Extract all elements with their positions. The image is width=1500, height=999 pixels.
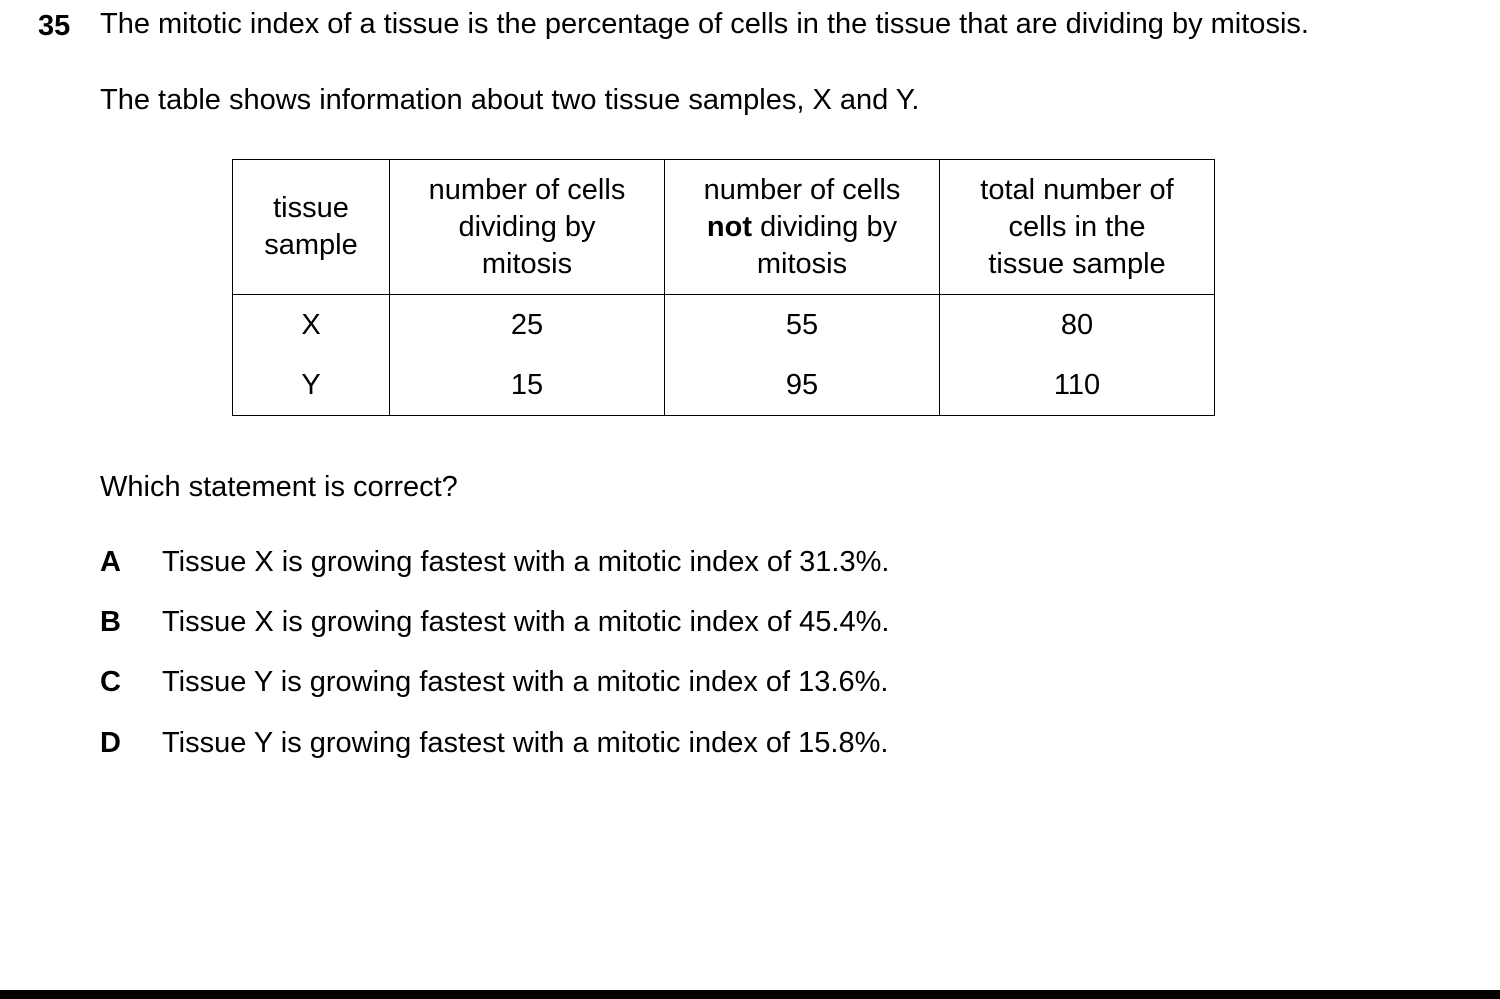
header-not-dividing — [665, 160, 940, 295]
header-dividing — [390, 160, 665, 295]
header-line: tissue — [273, 192, 349, 224]
option-b[interactable] — [100, 606, 889, 639]
table-intro: The table shows information about two tissue samples, X and Y. — [100, 84, 920, 116]
option-text: Tissue Y is growing fastest with a mitotic index of 13.6%. — [162, 666, 889, 698]
header-emphasis-not: not — [706, 210, 752, 243]
option-text: Tissue X is growing fastest with a mitotic index of 31.3%. — [162, 546, 890, 578]
cell-total: 80 — [940, 295, 1215, 356]
header-line: mitosis — [481, 247, 573, 280]
option-letter: A — [100, 546, 121, 578]
option-text: Tissue X is growing fastest with a mitotic index of 45.4%. — [162, 606, 890, 638]
header-line: number of cells — [703, 173, 901, 206]
header-line: number of cells — [428, 173, 626, 206]
option-text: Tissue Y is growing fastest with a mitotic index of 15.8%. — [162, 727, 889, 759]
header-line: dividing by — [760, 210, 898, 243]
header-line: tissue sample — [988, 247, 1166, 280]
cell-sample: X — [233, 295, 390, 356]
header-line: dividing by — [458, 210, 596, 243]
question-prompt: Which statement is correct? — [100, 471, 458, 503]
header-line: cells in the — [1008, 210, 1146, 243]
header-tissue-sample — [233, 160, 390, 295]
option-letter: D — [100, 727, 121, 759]
cell-sample: Y — [233, 355, 390, 416]
cell-dividing: 15 — [390, 355, 665, 416]
option-d[interactable] — [100, 727, 888, 760]
cell-dividing: 25 — [390, 295, 665, 356]
header-total — [940, 160, 1215, 295]
tissue-table — [232, 159, 1215, 416]
table-header-row — [233, 160, 1215, 295]
cell-total: 110 — [940, 355, 1215, 416]
header-line: mitosis — [756, 247, 848, 280]
cell-not-dividing: 55 — [665, 295, 940, 356]
option-a[interactable] — [100, 546, 889, 579]
cell-not-dividing: 95 — [665, 355, 940, 416]
question-stem: The mitotic index of a tissue is the percentage of cells in the tissue that are dividing by mitosis. — [100, 8, 1309, 40]
option-letter: B — [100, 606, 121, 638]
header-line: sample — [264, 229, 358, 261]
question-number: 35 — [38, 10, 71, 42]
table-row — [233, 355, 1215, 416]
option-c[interactable] — [100, 666, 888, 699]
header-line: total number of — [980, 173, 1174, 206]
page-bottom-rule — [0, 990, 1500, 999]
option-letter: C — [100, 666, 121, 698]
table-row — [233, 295, 1215, 356]
